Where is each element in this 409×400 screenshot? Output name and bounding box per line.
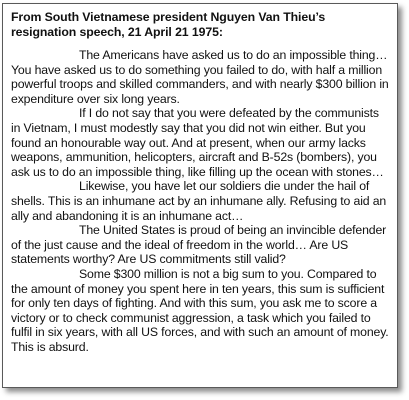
paragraph-3: Likewise, you have let our soldiers die under the hail of shells. This is an inhumane act by an inhumane ally. Refusing to aid an ally and abandoning it is an inhumane act… — [11, 179, 387, 223]
source-heading: From South Vietnamese president Nguyen Van Thieu’s resignation speech, 21 April 21 1975: — [11, 10, 326, 39]
paragraph-1: The Americans have asked us to do an impossible thing… You have asked us to do something you failed to do, with half a million powerful troops and skilled commanders, and with nearly $300 billion in expenditure over six long years. — [11, 48, 389, 106]
paragraph-2: If I do not say that you were defeated by the communists in Vietnam, I must modestly say that you did not win either. But you found an honourable way out. And at present, when our army lacks weapons, ammunition, helicopters, aircraft and B-52s (bombers), you ask us to do an impossible thing, like filling up the ocean with stones… — [11, 106, 384, 179]
paragraph-5: Some $300 million is not a big sum to you. Compared to the amount of money you spent here in ten years, this sum is sufficient for only ten days of fighting. And with this sum, you ask me to score a victory or to check communist aggression, a task which you failed to fulfil in six years, with all US forces, and with such an amount of money. This is absurd. — [11, 266, 389, 354]
paragraph-4: The United States is proud of being an invincible defender of the just cause and the ideal of freedom in the world… Are US statements worthy? Are US commitments still valid? — [11, 223, 387, 267]
quote-box — [2, 3, 398, 388]
